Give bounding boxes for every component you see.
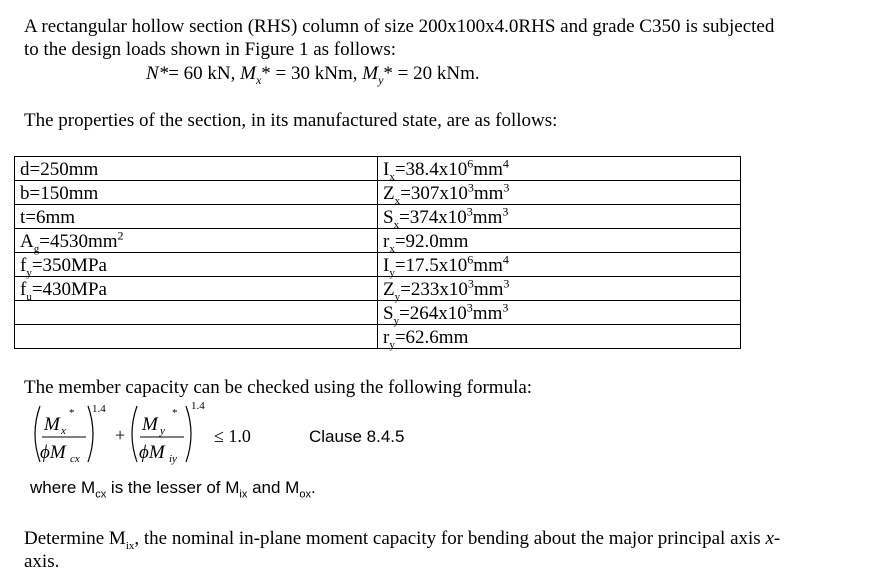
mx-star: * (69, 407, 75, 419)
my-star: * (172, 407, 178, 419)
property-value: =233x10 (400, 279, 468, 300)
property-right (378, 229, 741, 253)
property-left (15, 253, 378, 277)
property-left (15, 229, 378, 253)
property-exponent: 4 (502, 252, 509, 267)
property-exponent: 3 (503, 180, 510, 195)
property-subscript: y (393, 314, 400, 327)
right-paren-open (132, 406, 137, 462)
my-value: * = 20 kNm. (383, 63, 480, 84)
property-symbol: f (20, 279, 27, 300)
my-numerator: M (142, 414, 158, 435)
exponent-right: 1.4 (191, 400, 205, 412)
power-of-ten: 6 (467, 156, 474, 171)
property-right (378, 253, 741, 277)
phi-m-iy: ϕM (139, 442, 165, 463)
question-b: , the nominal in-plane moment capacity for bending about the major principal axis (134, 528, 766, 549)
property-value: =307x10 (400, 183, 468, 204)
leq-one: ≤ 1.0 (214, 426, 251, 446)
property-left (15, 181, 378, 205)
exponent-left: 1.4 (92, 403, 106, 415)
property-symbol: I (383, 159, 390, 180)
table-row (15, 157, 741, 181)
property-unit: mm (472, 207, 503, 228)
power-of-ten: 3 (467, 276, 474, 291)
property-subscript: y (389, 338, 395, 351)
property-subscript: x (393, 218, 400, 231)
property-left (15, 301, 378, 325)
where-sub-cx: cx (95, 488, 107, 501)
n-label: N* (146, 63, 169, 84)
property-unit: mm (472, 303, 503, 324)
table-row (15, 325, 741, 349)
property-unit: mm (473, 279, 504, 300)
property-left (15, 157, 378, 181)
property-subscript: y (26, 266, 32, 279)
my-sub: y (378, 72, 384, 87)
mx-numerator: M (44, 414, 60, 435)
property-value: =430MPa (31, 279, 107, 300)
property-left (15, 325, 378, 349)
property-right (378, 277, 741, 301)
question-line-2: axis. (24, 551, 60, 572)
property-symbol: f (20, 255, 27, 276)
property-subscript: x (389, 242, 395, 255)
property-subscript: x (394, 194, 401, 207)
property-value: =350MPa (31, 255, 107, 276)
property-unit: mm (473, 255, 503, 276)
design-loads (146, 63, 480, 85)
property-exponent: 3 (502, 300, 509, 315)
table-row (15, 277, 741, 301)
property-symbol: I (383, 255, 390, 276)
property-exponent: 2 (117, 228, 124, 243)
property-symbol: Z (383, 279, 395, 300)
property-subscript: y (389, 266, 395, 279)
capacity-heading: The member capacity can be checked using the following formula: (24, 377, 533, 398)
table-row (15, 253, 741, 277)
table-row (15, 229, 741, 253)
property-right (378, 157, 741, 181)
property-exponent: 3 (503, 276, 510, 291)
property-value: =4530mm (39, 231, 118, 252)
right-paren-close (186, 406, 191, 462)
properties-heading: The properties of the section, in its manufactured state, are as follows: (24, 110, 558, 131)
property-left (15, 205, 378, 229)
property-right (378, 325, 741, 349)
iy-sub: iy (169, 453, 177, 465)
where-sub-ox: ox (299, 488, 311, 501)
property-subscript: u (26, 290, 32, 303)
power-of-ten: 6 (467, 252, 474, 267)
property-value: =38.4x10 (394, 159, 468, 180)
clause-reference: Clause 8.4.5 (309, 427, 405, 446)
property-left (15, 277, 378, 301)
question-axis: x (765, 528, 774, 549)
question-sub-ix: ix (125, 539, 135, 552)
question-line-1 (24, 528, 780, 550)
where-end: . (310, 478, 316, 497)
property-subscript: x (389, 170, 395, 183)
property-symbol: S (383, 207, 394, 228)
property-subscript: y (394, 290, 401, 303)
section-properties-table (14, 156, 741, 349)
intro-line-1: A rectangular hollow section (RHS) column of size 200x100x4.0RHS and grade C350 is subjected (24, 16, 775, 37)
cx-sub: cx (70, 453, 80, 465)
power-of-ten: 3 (466, 300, 473, 315)
phi-m-cx: ϕM (40, 442, 66, 463)
mx-label: M (240, 63, 256, 84)
property-symbol: b=150mm (20, 183, 99, 204)
property-symbol: Z (383, 183, 395, 204)
table-row (15, 205, 741, 229)
where-and: and M (247, 478, 300, 497)
where-prefix: where M (30, 478, 96, 497)
where-statement (30, 477, 316, 499)
property-symbol: A (20, 231, 34, 252)
property-right (378, 205, 741, 229)
property-subscript: g (33, 242, 40, 255)
property-symbol: t=6mm (20, 207, 76, 228)
where-middle: is the lesser of M (106, 478, 240, 497)
property-value: =92.0mm (394, 231, 469, 252)
my-label: M (362, 63, 379, 84)
property-symbol: d=250mm (20, 159, 99, 180)
mx-sub: x (255, 72, 262, 87)
property-exponent: 4 (502, 156, 509, 171)
n-value: = 60 kN, (168, 63, 241, 84)
property-exponent: 3 (502, 204, 509, 219)
property-value: =264x10 (399, 303, 467, 324)
property-right (378, 301, 741, 325)
property-value: =17.5x10 (394, 255, 468, 276)
where-sub-ix: ix (239, 488, 248, 501)
interaction-formula (26, 398, 446, 468)
property-value: =374x10 (399, 207, 467, 228)
power-of-ten: 3 (466, 204, 473, 219)
mx-numerator-sub: x (61, 425, 66, 437)
property-unit: mm (473, 159, 503, 180)
power-of-ten: 3 (467, 180, 474, 195)
property-value: =62.6mm (394, 327, 469, 348)
property-symbol: r (383, 231, 390, 252)
table-row (15, 181, 741, 205)
question-a: Determine M (24, 528, 126, 549)
plus-sign: + (115, 425, 126, 445)
mx-value: * = 30 kNm, (261, 63, 363, 84)
my-numerator-sub: y (160, 425, 165, 437)
property-right (378, 181, 741, 205)
property-symbol: S (383, 303, 394, 324)
property-symbol: r (383, 327, 390, 348)
question-dash: - (773, 528, 781, 549)
property-unit: mm (473, 183, 504, 204)
intro-line-2: to the design loads shown in Figure 1 as follows: (24, 39, 397, 60)
table-row (15, 301, 741, 325)
